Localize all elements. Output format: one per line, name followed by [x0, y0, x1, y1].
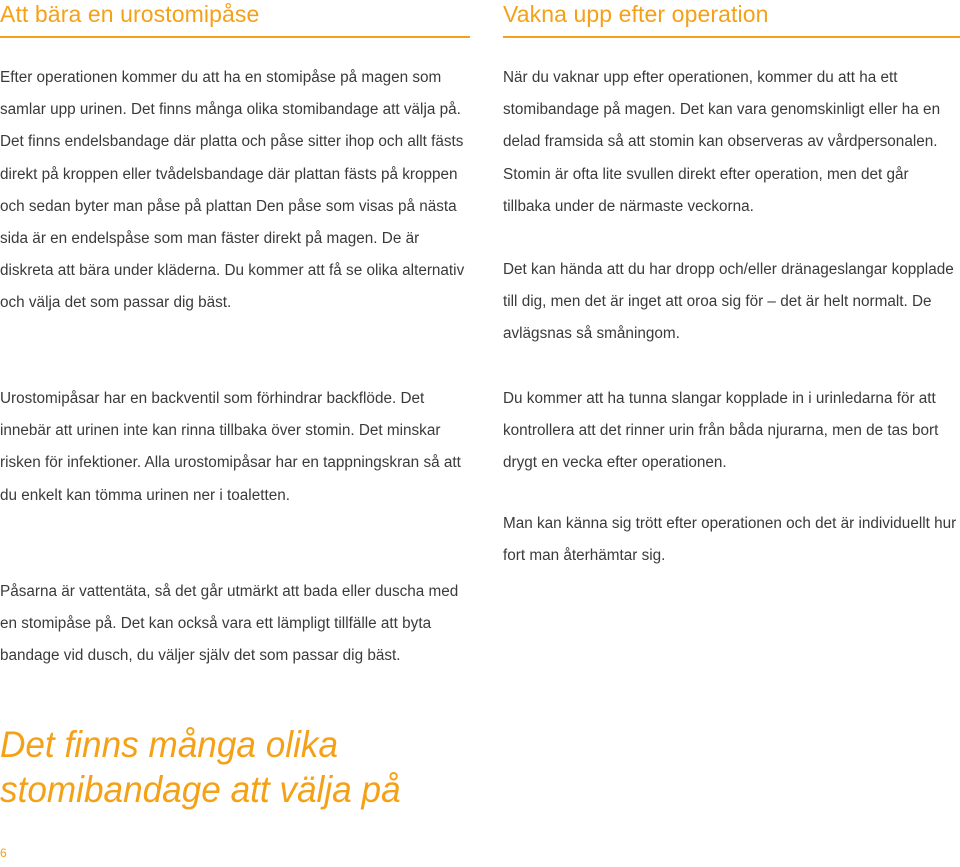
page-number: 6	[0, 846, 7, 860]
right-paragraph-3: Du kommer att ha tunna slangar kopplade in i urinledarna för att kontrollera att det rinner urin från båda njurarna, men de tas bort drygt en vecka efter operationen.	[503, 390, 939, 472]
right-section-heading: Vakna upp efter operation	[503, 1, 769, 27]
left-paragraph-1: Efter operationen kommer du att ha en stomipåse på magen som samlar upp urinen. Det finns många olika stomibandage att välja på. Det finns endelsbandage där platta och påse sitter ihop och allt fästs direkt på kroppen eller tvådelsbandage där plattan fästs på kroppen och sedan byter man påse på plattan Den påse som visas på nästa sida är en endelspåse som man fäster direkt på magen. De är diskreta att bära under kläderna. Du kommer att få se olika alternativ och välja det som passar dig bäst.	[0, 69, 465, 312]
left-paragraph-3: Påsarna är vattentäta, så det går utmärkt att bada eller duscha med en stomipåse på. Det kan också vara ett lämpligt tillfälle att byta bandage vid dusch, du väljer själv det som passar dig bäst.	[0, 583, 459, 665]
right-paragraph-2: Det kan hända att du har dropp och/eller dränageslangar kopplade till dig, men det är inget att oroa sig för – det är helt normalt. De avlägsnas så småningom.	[503, 261, 954, 343]
right-paragraph-4: Man kan känna sig trött efter operationen och det är individuellt hur fort man återhämtar sig.	[503, 515, 957, 565]
left-section-heading: Att bära en urostomipåse	[0, 1, 260, 27]
pull-quote: Det finns många olika stomibandage att välja på	[0, 724, 401, 810]
left-paragraph-2: Urostomipåsar har en backventil som förhindrar backflöde. Det innebär att urinen inte kan rinna tillbaka över stomin. Det minskar risken för infektioner. Alla urostomipåsar har en tappningskran så att du enkelt kan tömma urinen ner i toaletten.	[0, 390, 461, 504]
right-paragraph-1: När du vaknar upp efter operationen, kommer du att ha ett stomibandage på magen. Det kan vara genomskinligt eller ha en delad framsida så att stomin kan observeras av vårdpersonalen. Stomin är ofta lite svullen direkt efter operation, men det går tillbaka under de närmaste veckorna.	[503, 69, 941, 215]
left-heading-divider	[0, 36, 470, 38]
right-heading-divider	[503, 36, 960, 38]
